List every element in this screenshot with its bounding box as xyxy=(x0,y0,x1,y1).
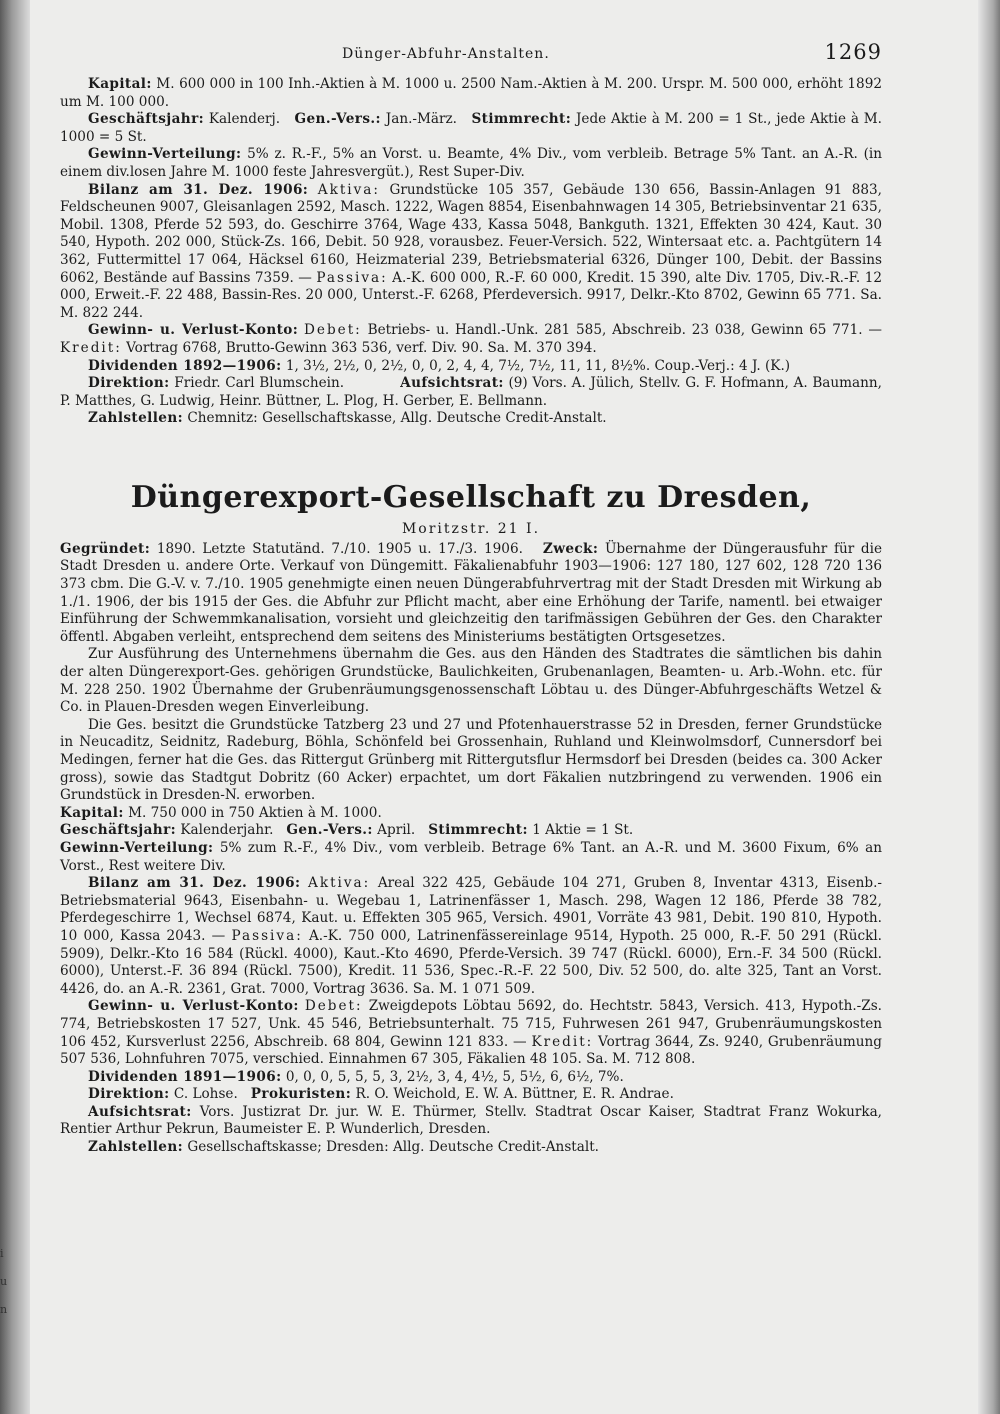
label-passiva-2: Passiva: xyxy=(231,927,303,944)
entry-geschaeftsjahr-2 xyxy=(60,822,882,840)
text-gen-vers: Jan.-März. xyxy=(380,111,457,128)
text-dividenden: 1, 3½, 2½, 0, 2½, 0, 0, 2, 4, 4, 7½, 7½, 11, 11, 8½%. Coup.-Verj.: 4 J. (K.) xyxy=(281,357,791,374)
label-aktiva-2: Aktiva: xyxy=(308,875,371,892)
entry-bilanz xyxy=(60,182,882,323)
text-zweck: Übernahme der Düngerausfuhr für die Stadt Dresden u. andere Orte. Verkauf von Düngemitt. Fäkalienabfuhr 1903—1906: 127 180, 127 602, 128 720 136 373 cbm. Die G.-V. v. 7./10. 1905 genehmigte einen neuen Düngerabfuhrvertrag mit der Stadt Dresden mit Wirkung ab 1./1. 1906, der bis 1915 der Ges. die Abfuhr zur Pflicht macht, aber eine Erhöhung der Tarife, namentl. bei etwaiger Einführung der Schwemmkanalisation, vorsieht und gleichzeitig den tarifmässigen Gebühren der Ges. den Charakter öffentl. Abgaben verleiht, entsprechend dem seitens des Ministeriums bestätigten Ortsgesetzes. xyxy=(60,540,882,645)
label-dividenden-2: Dividenden 1891—1906: xyxy=(88,1068,282,1085)
label-geschaeftsjahr-2: Geschäftsjahr: xyxy=(60,822,177,839)
text-aufsichtsrat-2: Vors. Justizrat Dr. jur. W. E. Thürmer, Stellv. Stadtrat Oscar Kaiser, Stadtrat Franz Wokurka, Rentier Arthur Pekrun, Baumeister E. P. Wunderlich, Dresden. xyxy=(60,1103,882,1138)
label-geschaeftsjahr: Geschäftsjahr: xyxy=(88,111,205,128)
section-duengerexport xyxy=(60,541,882,1157)
margin-fragment xyxy=(0,1240,12,1324)
label-prokuristen: Prokuristen: xyxy=(250,1086,352,1103)
entry-dividenden xyxy=(60,358,882,376)
company-heading: Düngerexport-Gesellschaft zu Dresden, xyxy=(130,479,812,515)
label-zweck: Zweck: xyxy=(542,540,599,557)
text-direktion-2: C. Lohse. xyxy=(169,1086,238,1103)
label-aufsichtsrat-2: Aufsichtsrat: xyxy=(88,1103,192,1120)
margin-letter: u xyxy=(0,1275,8,1288)
label-direktion: Direktion: xyxy=(88,375,170,392)
section-dunger-abfuhr xyxy=(60,76,882,428)
entry-direktion-2 xyxy=(60,1086,882,1104)
text-debet: Betriebs- u. Handl.-Unk. 281 585, Abschreib. 23 038, Gewinn 65 771. — xyxy=(361,322,882,339)
text-kredit: Vortrag 6768, Brutto-Gewinn 363 536, verf. Div. 90. Sa. M. 370 394. xyxy=(121,339,597,356)
paragraph-ausfuehrung: Zur Ausführung des Unternehmens übernahm die Ges. aus den Händen des Stadtrates die sämtlichen bis dahin der alten Düngerexport-Ges. gehörigen Grundstücke, Baulichkeiten, Grubenanlagen, Beamten- u. Arb.-Wohn. etc. für M. 228 250. 1902 Übernahme der Grubenräumungsgenossenschaft Löbtau u. des Dünger-Abfuhrgeschäfts Wetzel & Co. in Plauen-Dresden wegen Einverleibung. xyxy=(60,646,882,716)
label-kredit-2: Kredit: xyxy=(531,1033,594,1050)
text-direktion: Friedr. Carl Blumschein. xyxy=(169,375,345,392)
text-gegruendet: 1890. Letzte Statutänd. 7./10. 1905 u. 17./3. 1906. xyxy=(150,540,523,557)
entry-gewinn-verteilung xyxy=(60,146,882,181)
label-kredit: Kredit: xyxy=(60,339,122,356)
text-passiva: A.-K. 600 000, R.-F. 60 000, Kredit. 15 390, alte Div. 1705, Div.-R.-F. 12 000, Erweit.-F. 22 488, Bassin-Res. 20 000, Unterst.-F. 6268, Pferdeversich. 9917, Delkr.-Kto 8702, Gewinn 65 771. Sa. M. 822 244. xyxy=(60,269,882,321)
entry-zahlstellen-2 xyxy=(60,1139,882,1157)
text-stimmrecht-2: 1 Aktie = 1 St. xyxy=(527,822,634,839)
text-zahlstellen-2: Gesellschaftskasse; Dresden: Allg. Deutsche Credit-Anstalt. xyxy=(183,1139,599,1156)
text-aktiva: Grundstücke 105 357, Gebäude 130 656, Bassin-Anlagen 91 883, Feldscheunen 9007, Gleisanlagen 2592, Masch. 1222, Wagen 8854, Eisenbahnwagen 14 305, Betriebsinventar 21 635, Mobil. 1308, Pferde 52 593, do. Geschirre 3764, Wage 433, Kassa 5048, Bankguth. 1321, Effekten 30 424, Kaut. 30 540, Hypoth. 202 000, Stück-Zs. 166, Debit. 50 928, vorausbez. Feuer-Versich. 522, Wintersaat etc. a. Pachtgütern 14 362, Futtermittel 17 064, Häcksel 6160, Heizmaterial 239, Betriebsmaterial 6326, Dünger 100, Debit. der Bassins 6062, Bestände auf Bassins 7359. — xyxy=(60,181,882,286)
text-kapital: M. 600 000 in 100 Inh.-Aktien à M. 1000 u. 2500 Nam.-Aktien à M. 200. Urspr. M. 500 000, erhöht 1892 um M. 100 000. xyxy=(60,76,882,110)
entry-gewinn-verteilung-2 xyxy=(60,840,882,875)
text-prokuristen: R. O. Weichold, E. W. A. Büttner, E. R. Andrae. xyxy=(351,1086,674,1103)
label-direktion-2: Direktion: xyxy=(88,1086,170,1103)
text-zahlstellen: Chemnitz: Gesellschaftskasse, Allg. Deutsche Credit-Anstalt. xyxy=(183,410,607,427)
label-stimmrecht-2: Stimmrecht: xyxy=(428,822,528,839)
entry-gegruendet xyxy=(60,541,882,647)
entry-zahlstellen xyxy=(60,410,882,428)
text-aufsichtsrat: (9) Vors. A. Jülich, Stellv. G. F. Hofmann, A. Baumann, P. Matthes, G. Ludwig, Heinr. Büttner, L. Plog, H. Gerber, E. Bellmann. xyxy=(60,375,882,409)
entry-direktion xyxy=(60,375,882,410)
running-header xyxy=(60,40,882,76)
text-stimmrecht: Jede Aktie à M. 200 = 1 St., jede Aktie à M. 1000 = 5 St. xyxy=(60,111,883,145)
entry-aufsichtsrat-2 xyxy=(60,1104,882,1139)
entry-bilanz-2 xyxy=(60,875,882,998)
company-address: Moritzstr. 21 I. xyxy=(401,520,541,537)
text-kredit-2: Vortrag 3644, Zs. 9240, Grubenräumung 507 536, Lohnfuhren 7075, verschied. Einnahmen 67 305, Fäkalien 48 105. Sa. M. 712 808. xyxy=(60,1033,882,1068)
label-gegruendet: Gegründet: xyxy=(60,540,151,557)
entry-geschaeftsjahr xyxy=(60,111,882,146)
text-gen-vers-2: April. xyxy=(372,822,416,839)
text-gewinn-verteilung-2: 5% zum R.-F., 4% Div., vom verbleib. Betrage 6% Tant. an A.-R. und M. 3600 Fixum, 6% an Vorst., Rest weitere Div. xyxy=(60,839,882,874)
entry-gewinn-verlust-2 xyxy=(60,998,882,1068)
label-gewinn-verlust-2: Gewinn- u. Verlust-Konto: xyxy=(88,998,299,1015)
label-gewinn-verteilung-2: Gewinn-Verteilung: xyxy=(60,839,214,856)
text-aktiva-2: Areal 322 425, Gebäude 104 271, Gruben 8, Inventar 4313, Eisenb.-Betriebsmaterial 9643, Eisenbahn- u. Wegebau 1, Latrinenfässer 1, Masch. 298, Wagen 12 186, Pferde 38 782, Pferdegeschirre 1, Wechsel 6874, Kaut. u. Effekten 305 965, Versich. 4901, Vorräte 43 981, Debit. 190 810, Hypoth. 10 000, Kassa 2043. — xyxy=(60,875,882,944)
label-gewinn-verlust: Gewinn- u. Verlust-Konto: xyxy=(88,322,299,339)
entry-dividenden-2 xyxy=(60,1069,882,1087)
label-zahlstellen: Zahlstellen: xyxy=(88,410,184,427)
label-gen-vers-2: Gen.-Vers.: xyxy=(286,822,373,839)
label-gewinn-verteilung: Gewinn-Verteilung: xyxy=(88,146,242,163)
scan-edge-right xyxy=(978,0,1000,1414)
label-aufsichtsrat: Aufsichtsrat: xyxy=(400,375,504,392)
label-aktiva: Aktiva: xyxy=(317,181,380,198)
margin-letter: i xyxy=(0,1247,4,1260)
text-gewinn-verteilung: 5% z. R.-F., 5% an Vorst. u. Beamte, 4% Div., vom verbleib. Betrage 5% Tant. an A.-R. (in einem div.losen Jahre M. 1000 feste Jahresvergüt.), Rest Super-Div. xyxy=(60,146,882,180)
running-title: Dünger-Abfuhr-Anstalten. xyxy=(342,46,550,62)
text-geschaeftsjahr-2: Kalenderjahr. xyxy=(176,822,274,839)
margin-letter: n xyxy=(0,1303,8,1316)
document-page xyxy=(30,0,978,1414)
label-dividenden: Dividenden 1892—1906: xyxy=(88,357,282,374)
text-debet-2: Zweigdepots Löbtau 5692, do. Hechtstr. 5843, Versich. 413, Hypoth.-Zs. 774, Betriebskosten 17 527, Unk. 45 546, Betriebsunterhalt. 75 715, Fuhrwesen 261 947, Grubenräumungskosten 106 452, Kursverlust 2256, Abschreib. 68 804, Gewinn 121 833. — xyxy=(60,998,882,1050)
text-dividenden-2: 0, 0, 0, 5, 5, 5, 3, 2½, 3, 4, 4½, 5, 5½, 6, 6½, 7%. xyxy=(281,1068,624,1085)
page-content xyxy=(60,40,883,1157)
label-stimmrecht: Stimmrecht: xyxy=(471,111,572,128)
text-passiva-2: A.-K. 750 000, Latrinenfässereinlage 9514, Hypoth. 25 000, R.-F. 50 291 (Rückl. 5909), Delkr.-Kto 16 584 (Rückl. 4000), Kaut.-Kto 4690, Pferde-Versich. 39 747 (Rückl. 6000), Ern.-F. 34 500 (Rückl. 6000), Unterst.-F. 36 894 (Rückl. 7500), Kredit. 11 536, Spec.-R.-F. 22 500, Div. 52 500, do. alte 325, Tant an Vorst. 4426, do. an A.-R. 2361, Grat. 7000, Vortrag 3636. Sa. M. 1 071 509. xyxy=(60,927,882,997)
label-gen-vers: Gen.-Vers.: xyxy=(294,111,381,128)
entry-kapital-2 xyxy=(60,805,882,823)
page-number: 1269 xyxy=(824,40,882,64)
label-debet: Debet: xyxy=(304,322,362,339)
label-zahlstellen-2: Zahlstellen: xyxy=(88,1139,184,1156)
entry-gewinn-verlust xyxy=(60,322,882,357)
paragraph-besitz: Die Ges. besitzt die Grundstücke Tatzberg 23 und 27 und Pfotenhauerstrasse 52 in Dresden, ferner Grundstücke in Neucaditz, Seidnitz, Radeburg, Böhla, Schönfeld bei Grossenhain, Ruhland und Kleinwolmsdorf, Cunnersdorf bei Medingen, ferner hat die Ges. das Rittergut Grünberg mit Rittergutsflur Hermsdorf bei Dresden (beides ca. 300 Acker gross), sowie das Stadtgut Dobritz (60 Acker) erpachtet, um dort Fäkalien nutzbringend zu verwenden. 1906 ein Grundstück in Dresden-N. erworben. xyxy=(60,716,882,804)
label-kapital: Kapital: xyxy=(88,76,152,92)
entry-kapital xyxy=(60,76,882,111)
text-kapital-2: M. 750 000 in 750 Aktien à M. 1000. xyxy=(123,804,382,821)
label-passiva: Passiva: xyxy=(316,269,388,286)
label-bilanz: Bilanz am 31. Dez. 1906: xyxy=(88,181,309,198)
label-bilanz-2: Bilanz am 31. Dez. 1906: xyxy=(88,875,301,892)
label-debet-2: Debet: xyxy=(304,998,363,1015)
scan-edge-left xyxy=(0,0,30,1414)
label-kapital-2: Kapital: xyxy=(60,804,124,821)
text-geschaeftsjahr: Kalenderj. xyxy=(204,111,281,128)
